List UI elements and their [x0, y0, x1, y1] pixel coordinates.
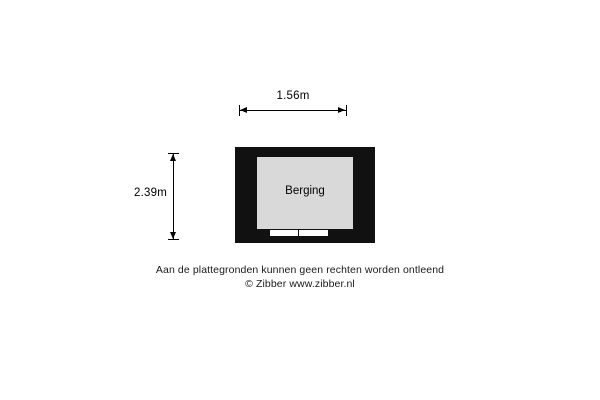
height-dimension-tick-bottom [168, 239, 179, 240]
width-dimension-line [239, 110, 347, 111]
height-arrow-down-icon [170, 232, 176, 239]
disclaimer-text: Aan de plattegronden kunnen geen rechten worden ontleend [155, 264, 445, 276]
door-opening [269, 229, 329, 237]
width-dimension [239, 90, 347, 112]
width-arrow-right-icon [338, 107, 345, 113]
copyright-text: © Zibber www.zibber.nl [245, 278, 355, 290]
height-dimension [134, 153, 175, 240]
height-dimension-line [173, 153, 174, 240]
door-leaf-divider [298, 230, 299, 238]
footer [0, 264, 600, 290]
width-arrow-left-icon [240, 107, 247, 113]
door-jamb-right [328, 230, 329, 238]
width-dimension-label: 1.56m [276, 90, 310, 102]
height-arrow-up-icon [170, 154, 176, 161]
room-outline [235, 147, 375, 243]
width-dimension-tick-right [346, 105, 347, 116]
room-name-label: Berging [285, 185, 325, 197]
door-jamb-left [269, 230, 270, 238]
height-dimension-label: 2.39m [134, 187, 167, 199]
room-interior [257, 157, 353, 229]
